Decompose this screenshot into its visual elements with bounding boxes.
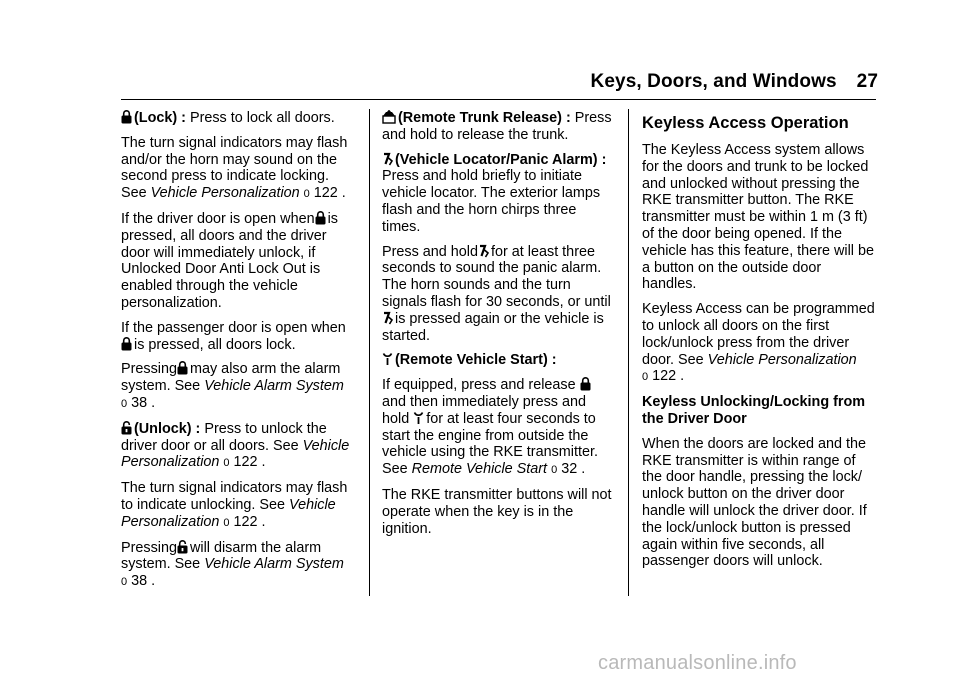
locator-term: (Vehicle Locator/Panic Alarm) : (395, 151, 607, 168)
remote-start-entry (382, 352, 614, 369)
panic-icon (382, 311, 393, 325)
watermark: carmanualsonline.info (598, 652, 797, 674)
ref-link[interactable]: Vehicle Alarm System (204, 556, 344, 573)
unlock-paragraph-3: Pressing will disarm the alarm system. See Vehicle Alarm System 0 38 . (121, 539, 344, 590)
lock-icon (177, 361, 188, 375)
lock-icon (580, 377, 591, 391)
keyless-paragraph-1: The Keyless Access system allows for the doors and trunk to be locked and unlocked without pressing the RKE transmitter button. The RKE transmitter must be within 1 m (3 ft) of the door being opened. If the vehicle has this feature, there will be a button on the outside door handles. (642, 142, 874, 293)
right-column (642, 110, 877, 578)
lock-paragraph-3: If the driver door is open when is pressed, all doors and the driver door will immediately unlock, if Unlocked Door Anti Lock Out is enabled through the vehicle personalization. (121, 210, 338, 311)
running-header (591, 71, 878, 93)
keyless-paragraph-2: Keyless Access can be programmed to unlock all doors on the first lock/unlock press from the driver door. See Vehicle Personalization 0 122 . (642, 301, 875, 385)
left-column (121, 110, 353, 599)
lock-paragraph-2: The turn signal indicators may flash and/or the horn may sound on the second press to indicate locking. See Vehicle Personalization 0 122 . (121, 134, 348, 202)
ref-link[interactable]: Vehicle Personalization (121, 496, 336, 530)
ref-link[interactable]: Vehicle Personalization (707, 351, 857, 368)
remote-start-icon (413, 411, 424, 425)
ref-link[interactable]: Vehicle Personalization (150, 185, 300, 202)
panic-icon (382, 152, 393, 166)
lock-paragraph-4: If the passenger door is open when is pressed, all doors lock. (121, 319, 346, 353)
middle-column (382, 110, 614, 545)
ref-link[interactable]: Vehicle Personalization (121, 437, 350, 471)
section-heading: Keyless Access Operation (642, 114, 849, 132)
ref-link[interactable]: Vehicle Alarm System (204, 378, 344, 395)
keyless-paragraph-3: When the doors are locked and the RKE transmitter is within range of the door handle, pressing the lock/ unlock button on the driver door handle will unlock the driver door. If the lock/unlock button is pressed again within five seconds, all passenger doors will unlock. (642, 435, 867, 570)
remote-start-icon (382, 352, 393, 366)
unlock-entry: (Unlock) : Press to unlock the driver door or all doors. See Vehicle Personalization 0 122 . (121, 420, 350, 471)
panic-icon (478, 244, 489, 258)
trunk-icon (382, 110, 396, 124)
unlock-icon (177, 540, 188, 554)
lock-term: (Lock) : (134, 110, 186, 126)
ref-link[interactable]: Remote Vehicle Start (411, 461, 548, 478)
lock-desc: Press to lock all doors. (189, 110, 335, 126)
lock-entry (121, 110, 353, 127)
lock-icon (121, 337, 132, 351)
locator-entry: (Vehicle Locator/Panic Alarm) : Press and hold briefly to initiate vehicle locator. The exterior lamps flash and the horn chirps three times. (382, 151, 607, 235)
lock-paragraph-5: Pressing may also arm the alarm system. See Vehicle Alarm System 0 38 . (121, 361, 344, 411)
lock-icon (315, 211, 326, 225)
panic-paragraph: Press and hold for at least three seconds to sound the panic alarm. The horn sounds and the turn signals flash for 30 seconds, or until is pressed again or the vehicle is started. (382, 243, 611, 344)
page-number: 27 (856, 71, 878, 92)
remote-start-term: (Remote Vehicle Start) : (395, 352, 557, 369)
column-divider (369, 109, 370, 596)
lock-icon (121, 110, 132, 124)
remote-start-paragraph: If equipped, press and release and then immediately press and hold for at least four seconds to start the engine from outside the vehicle using the RKE transmitter. See Remote Vehicle Start 0 32 . (382, 377, 598, 478)
header-rule (121, 99, 876, 100)
unlock-paragraph-2: The turn signal indicators may flash to indicate unlocking. See Vehicle Personalization 0 122 . (121, 480, 348, 530)
trunk-entry: (Remote Trunk Release) : Press and hold to release the trunk. (382, 110, 612, 143)
section-title: Keys, Doors, and Windows (590, 71, 837, 92)
unlock-icon (121, 421, 132, 435)
trunk-term: (Remote Trunk Release) : (398, 110, 571, 126)
column-divider (628, 109, 629, 596)
subheading: Keyless Unlocking/Locking from the Driver Door (642, 394, 866, 427)
key-note: The RKE transmitter buttons will not operate when the key is in the ignition. (382, 486, 612, 537)
unlock-term: (Unlock) : (134, 420, 201, 437)
